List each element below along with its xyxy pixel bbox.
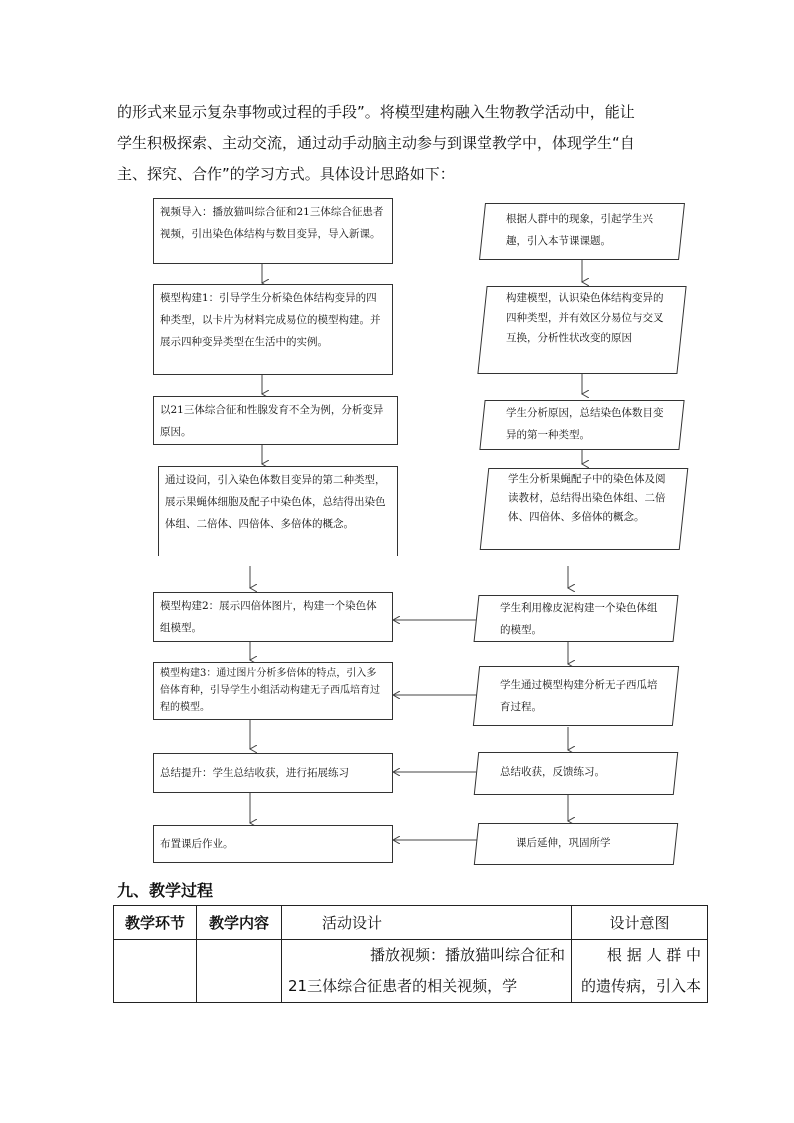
teacher-step-box — [153, 592, 393, 642]
teacher-step-text: 模型构建3：通过图片分析多倍体的特点，引入多倍体育种，引导学生小组活动构建无子西瓜培育过程的模型。 — [160, 668, 380, 713]
table-cell — [572, 940, 708, 1003]
teacher-step-text: 视频导入：播放猫叫综合征和21三体综合征患者视频，引出染色体结构与数目变异，导入新课。 — [160, 206, 384, 240]
student-step-shape — [482, 400, 682, 450]
table-header-cell: 设计意图 — [572, 906, 708, 940]
student-step-text: 学生分析果蝇配子中的染色体及阅读教材，总结得出染色体组、二倍体、四倍体、多倍体的概念。 — [508, 473, 666, 523]
teacher-step-box — [153, 825, 393, 863]
teacher-step-box — [153, 396, 398, 445]
teacher-step-text: 布置课后作业。 — [160, 838, 234, 850]
student-step-text: 课后延伸，巩固所学 — [516, 837, 611, 849]
cell-line: 21三体综合征患者的相关视频，学 — [288, 977, 518, 995]
student-step-text: 构建模型，认识染色体结构变异的四种类型，并有效区分易位与交叉互换，分析性状改变的原因 — [506, 292, 664, 344]
table-cell — [114, 940, 197, 1003]
teacher-step-box — [153, 284, 393, 375]
student-step-shape — [476, 823, 676, 865]
teacher-step-box — [158, 466, 398, 556]
intro-line: 的形式来显示复杂事物或过程的手段”。将模型建构融入生物教学活动中，能让 — [117, 103, 635, 121]
student-step-text: 学生分析原因，总结染色体数目变异的第一种类型。 — [506, 407, 664, 441]
intro-line: 主、探究、合作”的学习方式。具体设计思路如下： — [117, 165, 455, 183]
teacher-step-box — [153, 662, 393, 720]
student-step-shape — [482, 286, 682, 374]
teacher-step-text: 以21三体综合征和性腺发育不全为例，分析变异原因。 — [160, 404, 384, 438]
teacher-step-text: 模型构建2：展示四倍体图片，构建一个染色体组模型。 — [160, 600, 377, 634]
teacher-step-text: 模型构建1：引导学生分析染色体结构变异的四种类型，以卡片为材料完成易位的模型构建。并展示四种变异类型在生活中的实例。 — [160, 292, 381, 348]
student-step-text: 学生利用橡皮泥构建一个染色体组的模型。 — [500, 602, 658, 636]
teacher-step-box — [153, 198, 393, 264]
cell-line: 的遗传病，引入本 — [580, 977, 701, 995]
cell-line: 根 据 人 群 中 — [606, 946, 701, 964]
student-step-text: 总结收获，反馈练习。 — [500, 766, 605, 778]
cell-line: 播放视频：播放猫叫综合征和 — [369, 946, 565, 964]
section-title: 九、教学过程 — [117, 881, 214, 900]
student-step-text: 学生通过模型构建分析无子西瓜培育过程。 — [500, 679, 658, 713]
student-step-shape — [476, 595, 676, 642]
student-step-shape — [476, 752, 676, 795]
table-cell — [282, 940, 572, 1003]
table-header-cell: 教学内容 — [197, 906, 282, 940]
table-row — [114, 940, 708, 1003]
teacher-step-text: 总结提升：学生总结收获，进行拓展练习 — [160, 767, 349, 779]
table-header-row — [114, 906, 708, 940]
student-step-shape — [484, 468, 684, 550]
teacher-step-box — [153, 753, 393, 793]
table-header-cell: 活动设计 — [282, 906, 572, 940]
table-cell — [197, 940, 282, 1003]
student-step-text: 根据人群中的现象，引起学生兴趣，引入本节课课题。 — [506, 213, 653, 247]
student-step-shape — [476, 666, 676, 726]
student-step-shape — [482, 203, 682, 260]
teacher-step-text: 通过设问，引入染色体数目变异的第二种类型，展示果蝇体细胞及配子中染色体，总结得出染色体组、二倍体、四倍体、多倍体的概念。 — [165, 474, 386, 530]
teaching-process-table — [113, 905, 708, 1003]
intro-line: 学生积极探索、主动交流，通过动手动脑主动参与到课堂教学中，体现学生“自 — [117, 134, 635, 152]
table-header-cell: 教学环节 — [114, 906, 197, 940]
